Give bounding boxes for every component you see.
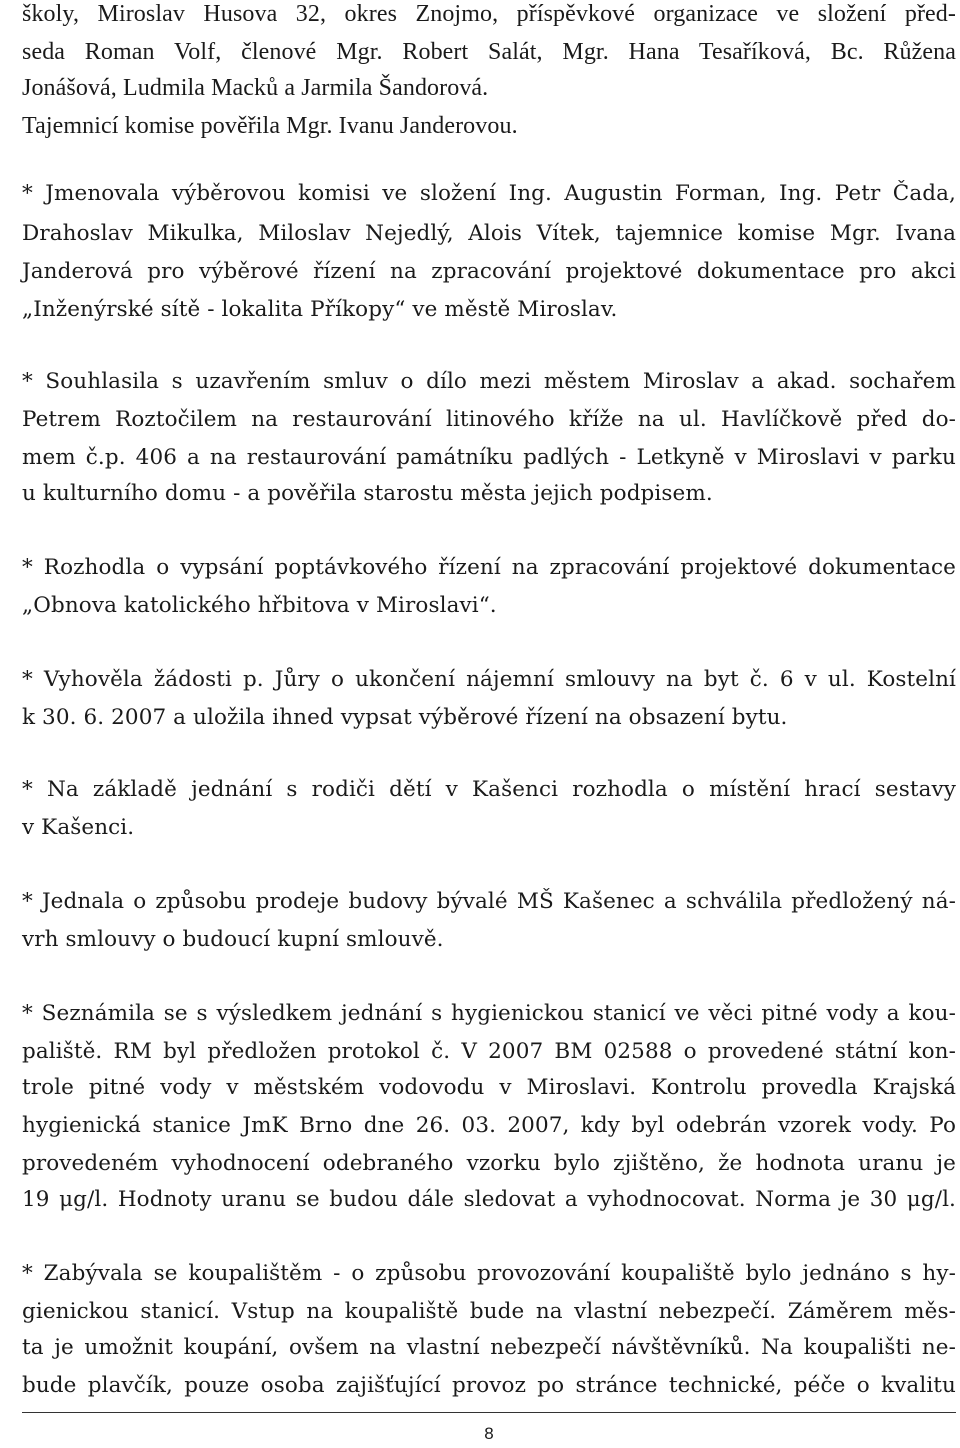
text-line: školy, Miroslav Husova 32, okres Znojmo, příspěvkové organizace ve složení před- xyxy=(22,1,956,27)
text-line: Drahoslav Mikulka, Miloslav Nejedlý, Alois Vítek, tajemnice komise Mgr. Ivana xyxy=(22,221,956,246)
text-line: * Jmenovala výběrovou komisi ve složení Ing. Augustin Forman, Ing. Petr Čada, xyxy=(22,181,956,206)
text-line: 19 μg/l. Hodnoty uranu se budou dále sledovat a vyhodnocovat. Norma je 30 μg/l. xyxy=(22,1187,956,1212)
page-number: 8 xyxy=(484,1424,494,1443)
text-line: Janderová pro výběrové řízení na zpracování projektové dokumentace pro akci xyxy=(22,259,956,284)
text-line: * Seznámila se s výsledkem jednání s hygienickou stanicí ve věci pitné vody a kou- xyxy=(22,1001,956,1026)
text-line: * Zabývala se koupalištěm - o způsobu provozování koupaliště bylo jednáno s hy- xyxy=(22,1261,956,1286)
text-line: provedeném vyhodnocení odebraného vzorku bylo zjištěno, že hodnota uranu je xyxy=(22,1151,956,1176)
text-line: hygienická stanice JmK Brno dne 26. 03. 2007, kdy byl odebrán vzorek vody. Po xyxy=(22,1113,956,1138)
text-line: mem č.p. 406 a na restaurování památníku padlých - Letkyně v Miroslavi v parku xyxy=(22,445,956,470)
text-line: bude plavčík, pouze osoba zajišťující provoz po stránce technické, péče o kvalitu xyxy=(22,1373,956,1398)
text-line: gienickou stanicí. Vstup na koupaliště bude na vlastní nebezpečí. Záměrem měs- xyxy=(22,1299,956,1324)
footer-divider xyxy=(22,1412,956,1413)
text-line: * Na základě jednání s rodiči dětí v Kašenci rozhodla o místění hrací sestavy xyxy=(22,777,956,802)
text-line: * Rozhodla o vypsání poptávkového řízení na zpracování projektové dokumentace xyxy=(22,555,956,580)
text-line: v Kašenci. xyxy=(22,815,135,840)
text-line: trole pitné vody v městském vodovodu v Miroslavi. Kontrolu provedla Krajská xyxy=(22,1075,956,1100)
text-line: k 30. 6. 2007 a uložila ihned vypsat výběrové řízení na obsazení bytu. xyxy=(22,705,788,730)
text-line: * Vyhověla žádosti p. Jůry o ukončení nájemní smlouvy na byt č. 6 v ul. Kostelní xyxy=(22,667,956,692)
text-line: Tajemnicí komise pověřila Mgr. Ivanu Janderovou. xyxy=(22,113,518,139)
text-line: u kulturního domu - a pověřila starostu města jejich podpisem. xyxy=(22,481,713,506)
text-line: paliště. RM byl předložen protokol č. V 2007 BM 02588 o provedené státní kon- xyxy=(22,1039,956,1064)
text-line: seda Roman Volf, členové Mgr. Robert Salát, Mgr. Hana Tesaříková, Bc. Růžena xyxy=(22,39,956,65)
text-line: Petrem Roztočilem na restaurování litinového kříže na ul. Havlíčkově před do- xyxy=(22,407,956,432)
text-line: „Inženýrské sítě - lokalita Příkopy“ ve městě Miroslav. xyxy=(22,297,618,322)
text-line: „Obnova katolického hřbitova v Miroslavi“. xyxy=(22,593,497,618)
text-line: ta je umožnit koupání, ovšem na vlastní nebezpečí návštěvníků. Na koupališti ne- xyxy=(22,1335,956,1360)
text-line: vrh smlouvy o budoucí kupní smlouvě. xyxy=(22,927,444,952)
text-line: * Souhlasila s uzavřením smluv o dílo mezi městem Miroslav a akad. sochařem xyxy=(22,369,956,394)
text-line: Jonášová, Ludmila Macků a Jarmila Šandorová. xyxy=(22,75,489,101)
text-line: * Jednala o způsobu prodeje budovy bývalé MŠ Kašenec a schválila předložený ná- xyxy=(22,889,956,914)
document-page xyxy=(22,0,956,1448)
